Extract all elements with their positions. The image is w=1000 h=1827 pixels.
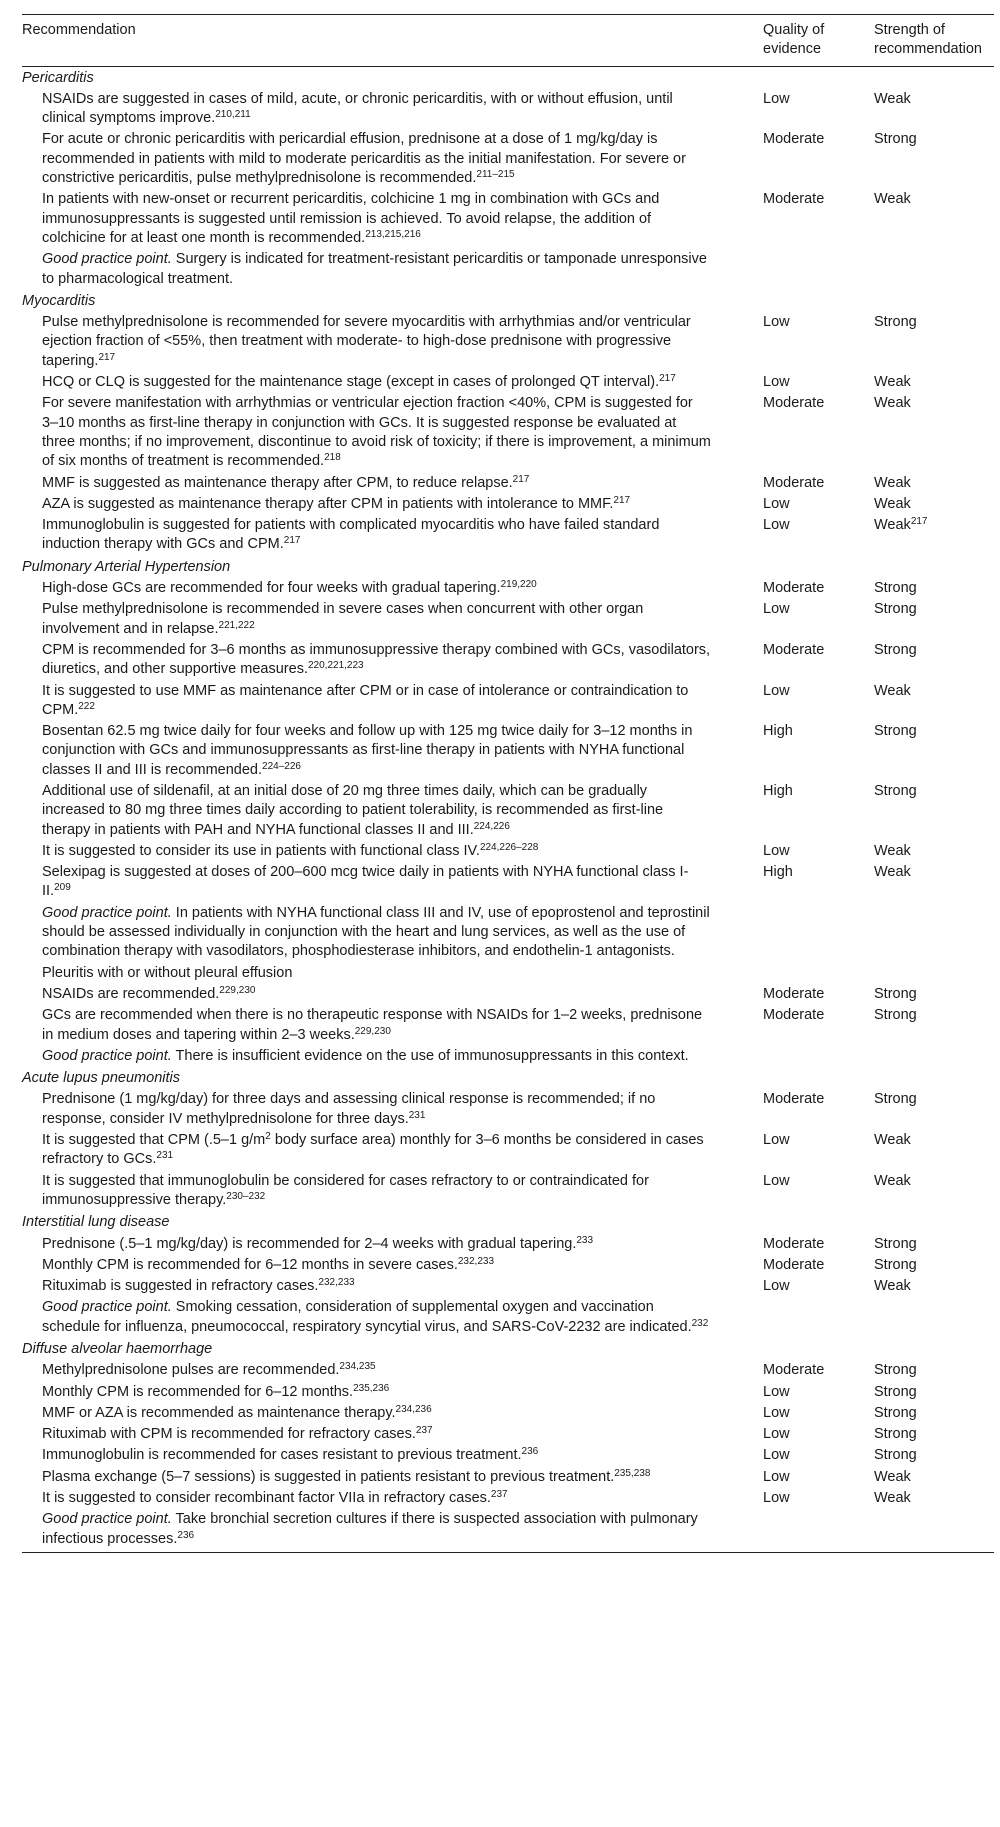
quality-of-evidence: Moderate: [763, 191, 825, 208]
strength-value: Strong: [874, 641, 917, 658]
recommendation-text: [22, 1424, 746, 1445]
table-row: [22, 1382, 994, 1403]
recommendation-body: Monthly CPM is recommended for 6–12 months in severe cases.: [42, 1256, 458, 1273]
reference-superscript: 224–226: [262, 760, 301, 772]
quality-of-evidence: Moderate: [763, 580, 825, 597]
recommendation-text: [22, 1171, 746, 1212]
strength-of-recommendation: [857, 578, 994, 599]
table-row: [22, 494, 994, 515]
recommendation-body: High-dose GCs are recommended for four weeks with gradual tapering.: [42, 580, 501, 597]
header-strength-of-recommendation: Strength of recommendation: [874, 22, 982, 58]
recommendation-text: [22, 841, 746, 862]
recommendation-body: Immunoglobulin is recommended for cases resistant to previous treatment.: [42, 1447, 522, 1464]
table-row: [22, 578, 994, 599]
strength-value: Weak: [874, 191, 911, 208]
recommendation-text: [22, 1234, 746, 1255]
strength-value: Weak: [874, 682, 911, 699]
section-row: [22, 290, 994, 312]
reference-superscript: 229,230: [354, 1025, 391, 1037]
strength-value: Weak: [874, 517, 911, 534]
quality-of-evidence: Low: [763, 517, 790, 534]
quality-of-evidence: High: [763, 723, 793, 740]
strength-of-recommendation: [857, 1424, 994, 1445]
recommendations-table-container: [22, 14, 994, 1814]
reference-superscript: 235,236: [353, 1382, 390, 1394]
strength-value: Strong: [874, 314, 917, 331]
table-row: [22, 473, 994, 494]
quality-of-evidence: High: [763, 782, 793, 799]
recommendation-text: [22, 1276, 746, 1297]
quality-of-evidence: Moderate: [763, 1235, 825, 1252]
table-row: [22, 312, 994, 372]
recommendation-body: MMF is suggested as maintenance therapy after CPM, to reduce relapse.: [42, 474, 513, 491]
reference-superscript: 232,233: [457, 1255, 495, 1267]
reference-superscript: 224,226–228: [479, 841, 539, 853]
strength-value: Strong: [874, 1362, 917, 1379]
quality-of-evidence: Low: [763, 495, 790, 512]
strength-of-recommendation: [857, 721, 994, 781]
section-row: [22, 1211, 994, 1233]
recommendation-body: AZA is suggested as maintenance therapy after CPM in patients with intolerance to MMF.: [42, 495, 614, 512]
quality-of-evidence: Low: [763, 1426, 790, 1443]
reference-superscript: 232: [691, 1317, 709, 1329]
header-recommendation: Recommendation: [22, 22, 136, 38]
strength-cell: [857, 903, 994, 963]
recommendation-body: Prednisone (.5–1 mg/kg/day) is recommended for 2–4 weeks with gradual tapering.: [42, 1235, 577, 1252]
strength-value: Strong: [874, 1383, 917, 1400]
good-practice-point: [22, 903, 746, 963]
table-row: [22, 1509, 994, 1552]
quality-cell: [746, 1509, 857, 1552]
recommendation-body: It is suggested that CPM (.5–1 g/m: [42, 1132, 266, 1149]
reference-superscript: 231: [408, 1109, 426, 1121]
recommendation-text: [22, 129, 746, 189]
recommendation-body: Plasma exchange (5–7 sessions) is suggested in patients resistant to previous treatment.: [42, 1468, 615, 1485]
strength-value: Strong: [874, 723, 917, 740]
recommendation-body: Pulse methylprednisolone is recommended for severe myocarditis with arrhythmias and/or ventricular ejection fraction of <55%, then treatment with moderate- to high-dose prednisone with progressive tapering.: [42, 314, 691, 369]
strength-of-recommendation: [857, 473, 994, 494]
strength-value: Weak: [874, 842, 911, 859]
recommendation-body: It is suggested to consider recombinant factor VIIa in refractory cases.: [42, 1490, 491, 1507]
good-practice-text: There is insufficient evidence on the use of immunosuppressants in this context.: [171, 1047, 689, 1064]
table-row: [22, 1360, 994, 1381]
quality-of-evidence: Moderate: [763, 1007, 825, 1024]
strength-of-recommendation: [857, 640, 994, 681]
reference-superscript: 237: [415, 1425, 433, 1437]
strength-value: Weak: [874, 90, 911, 107]
recommendation-text: [22, 1467, 746, 1488]
table-row: [22, 1424, 994, 1445]
quality-of-evidence: Moderate: [763, 985, 825, 1002]
recommendation-body: Immunoglobulin is suggested for patients with complicated myocarditis who have failed standard induction therapy with GCs and CPM.: [42, 517, 660, 553]
reference-superscript: 222: [78, 700, 95, 712]
good-practice-label: Good practice point.: [42, 904, 172, 921]
quality-of-evidence: Moderate: [763, 395, 825, 412]
recommendation-body: Selexipag is suggested at doses of 200–600 mcg twice daily in patients with NYHA functional class I-II.: [42, 864, 689, 900]
quality-of-evidence: Low: [763, 1468, 790, 1485]
section-row: [22, 556, 994, 578]
strength-value: Weak: [874, 1490, 911, 1507]
strength-value: Weak: [874, 1172, 911, 1189]
reference-superscript: 209: [54, 882, 71, 894]
good-practice-label: Good practice point.: [42, 1299, 172, 1316]
strength-value: Weak: [874, 395, 911, 412]
strength-of-recommendation: [857, 1089, 994, 1130]
recommendation-text: [22, 721, 746, 781]
recommendation-body: Rituximab is suggested in refractory cases.: [42, 1278, 319, 1295]
strength-value: Weak: [874, 495, 911, 512]
table-row: [22, 1255, 994, 1276]
strength-value: Weak: [874, 1468, 911, 1485]
recommendation-body: For acute or chronic pericarditis with pericardial effusion, prednisone at a dose of 1 mg/kg/day is recommended in patients with mild to moderate pericarditis as the initial manifestation. For severe or constrictive pericarditis, pulse methylprednisolone is recommended.: [42, 131, 686, 187]
quality-of-evidence: Low: [763, 1383, 790, 1400]
section-heading: Myocarditis: [22, 292, 96, 309]
unit-superscript: 2: [265, 1131, 271, 1143]
recommendation-text: [22, 1130, 746, 1171]
recommendation-text: [22, 984, 746, 1005]
strength-value: Strong: [874, 1426, 917, 1443]
recommendation-body: It is suggested that immunoglobulin be considered for cases refractory to or contraindicated for immunosuppressive therapy.: [42, 1172, 649, 1208]
reference-superscript: 218: [324, 452, 341, 464]
strength-of-recommendation: [857, 1276, 994, 1297]
table-row: [22, 640, 994, 681]
table-row: [22, 1276, 994, 1297]
section-heading: Pulmonary Arterial Hypertension: [22, 558, 231, 575]
good-practice-text: Smoking cessation, consideration of supplemental oxygen and vaccination schedule for influenza, pneumococcal, respiratory syncytial virus, and SARS-CoV-2232 are indicated.: [42, 1299, 692, 1335]
recommendation-text: [22, 681, 746, 722]
strength-of-recommendation: [857, 1171, 994, 1212]
reference-superscript: 232,233: [318, 1277, 355, 1289]
strength-of-recommendation: [857, 599, 994, 640]
table-row: [22, 1130, 994, 1171]
strength-cell: [857, 249, 994, 290]
recommendation-body: Additional use of sildenafil, at an initial dose of 20 mg three times daily, which can be gradually increased to 80 mg three times daily according to patient tolerability, is recommended as first-line therapy in patients with PAH and NYHA functional classes II and III.: [42, 782, 664, 838]
strength-of-recommendation: [857, 129, 994, 189]
strength-value: Strong: [874, 601, 917, 618]
good-practice-text: Surgery is indicated for treatment-resistant pericarditis or tamponade unresponsive to pharmacological treatment.: [42, 251, 707, 287]
recommendation-body: It is suggested to consider its use in patients with functional class IV.: [42, 842, 480, 859]
section-row: [22, 1338, 994, 1360]
strength-value: Weak: [874, 374, 911, 391]
strength-of-recommendation: [857, 312, 994, 372]
table-row: [22, 189, 994, 249]
recommendation-body: Prednisone (1 mg/kg/day) for three days and assessing clinical response is recommended; if no response, consider IV methylprednisolone for three days.: [42, 1091, 656, 1127]
recommendations-table: [22, 14, 994, 1553]
good-practice-text: Take bronchial secretion cultures if there is suspected association with pulmonary infectious processes.: [42, 1511, 698, 1547]
reference-superscript: 230–232: [226, 1190, 266, 1202]
quality-of-evidence: Low: [763, 1278, 790, 1295]
strength-value: Strong: [874, 580, 917, 597]
strength-cell: [857, 1509, 994, 1552]
section-heading: Pericarditis: [22, 69, 94, 86]
strength-of-recommendation: [857, 89, 994, 130]
table-row: [22, 781, 994, 841]
strength-value: Strong: [874, 1007, 917, 1024]
recommendation-text: [22, 312, 746, 372]
reference-superscript: 231: [156, 1150, 174, 1162]
recommendation-text: [22, 89, 746, 130]
recommendation-text: [22, 862, 746, 903]
good-practice-label: Good practice point.: [42, 1511, 172, 1528]
strength-of-recommendation: [857, 1467, 994, 1488]
strength-of-recommendation: [857, 1005, 994, 1046]
recommendation-text: [22, 189, 746, 249]
reference-superscript: 236: [177, 1529, 195, 1541]
recommendation-text: [22, 1445, 746, 1466]
strength-of-recommendation: [857, 494, 994, 515]
recommendation-body: NSAIDs are suggested in cases of mild, acute, or chronic pericarditis, with or without effusion, until clinical symptoms improve.: [42, 90, 673, 127]
table-row: [22, 599, 994, 640]
recommendation-body: In patients with new-onset or recurrent pericarditis, colchicine 1 mg in combination with GCs and immunosuppressants is suggested until remission is achieved. To avoid relapse, the addition of colchicine for at least one month is recommended.: [42, 191, 660, 246]
strength-of-recommendation: [857, 189, 994, 249]
strength-of-recommendation: [857, 515, 994, 556]
recommendation-body: HCQ or CLQ is suggested for the maintenance stage (except in cases of prolonged QT interval).: [42, 374, 660, 391]
quality-cell: [746, 249, 857, 290]
recommendation-text: [22, 1488, 746, 1509]
recommendation-body: CPM is recommended for 3–6 months as immunosuppressive therapy combined with GCs, vasodilators, diuretics, and other supportive measures.: [42, 641, 711, 678]
table-row: [22, 1403, 994, 1424]
table-row: [22, 1467, 994, 1488]
reference-superscript: 217: [659, 373, 676, 385]
strength-of-recommendation: [857, 393, 994, 472]
reference-superscript: 234,236: [395, 1403, 432, 1415]
table-row: [22, 393, 994, 472]
recommendation-text: [22, 1089, 746, 1130]
table-row: [22, 1234, 994, 1255]
recommendation-body-cont: body surface area) monthly for 3–6 months be considered in cases refractory to GCs.: [42, 1132, 704, 1168]
strength-of-recommendation: [857, 862, 994, 903]
strength-value: Strong: [874, 131, 917, 148]
reference-superscript: 213,215,216: [365, 228, 421, 240]
table-row: [22, 1171, 994, 1212]
strength-cell: [857, 1046, 994, 1067]
quality-cell: [746, 903, 857, 963]
strength-of-recommendation: [857, 1360, 994, 1381]
strength-value: Strong: [874, 1447, 917, 1464]
good-practice-point: [22, 249, 746, 290]
table-header: [22, 15, 994, 67]
strength-value: Strong: [874, 1091, 917, 1108]
good-practice-point: [22, 1297, 746, 1338]
recommendation-text: [22, 372, 746, 393]
good-practice-label: Good practice point.: [42, 251, 172, 268]
strength-cell: [857, 1297, 994, 1338]
reference-superscript: 224,226: [473, 820, 510, 832]
reference-superscript: 219,220: [500, 579, 537, 591]
strength-value: Strong: [874, 1404, 917, 1421]
quality-of-evidence: Low: [763, 682, 790, 699]
quality-of-evidence: Moderate: [763, 1091, 825, 1108]
quality-of-evidence: Low: [763, 314, 790, 331]
section-heading: Diffuse alveolar haemorrhage: [22, 1341, 213, 1357]
recommendation-body: MMF or AZA is recommended as maintenance therapy.: [42, 1404, 396, 1421]
good-practice-point: [22, 1509, 746, 1552]
strength-value: Weak: [874, 864, 911, 881]
table-row: [22, 1445, 994, 1466]
reference-superscript: 217: [910, 516, 928, 528]
reference-superscript: 217: [613, 494, 631, 506]
table-row: [22, 721, 994, 781]
section-heading: Acute lupus pneumonitis: [22, 1070, 180, 1087]
quality-of-evidence: Low: [763, 90, 790, 107]
header-quality-of-evidence: Quality of evidence: [763, 22, 825, 58]
reference-superscript: 237: [490, 1489, 508, 1501]
recommendation-text: [22, 1360, 746, 1381]
quality-of-evidence: Low: [763, 1447, 790, 1464]
recommendation-body: Monthly CPM is recommended for 6–12 months.: [42, 1383, 354, 1400]
strength-value: Weak: [874, 474, 911, 491]
strength-value: Weak: [874, 1132, 911, 1149]
strength-of-recommendation: [857, 1382, 994, 1403]
table-row: [22, 963, 994, 984]
reference-superscript: 236: [521, 1446, 539, 1458]
quality-of-evidence: Low: [763, 601, 790, 618]
quality-of-evidence: Low: [763, 842, 790, 859]
recommendation-text: [22, 1382, 746, 1403]
recommendation-body: NSAIDs are recommended.: [42, 985, 220, 1002]
good-practice-point: [22, 1046, 746, 1067]
strength-of-recommendation: [857, 1445, 994, 1466]
strength-value: Strong: [874, 1235, 917, 1252]
strength-of-recommendation: [857, 372, 994, 393]
strength-of-recommendation: [857, 1234, 994, 1255]
recommendation-text: [22, 494, 746, 515]
quality-of-evidence: Low: [763, 374, 790, 391]
recommendation-body: Methylprednisolone pulses are recommended.: [42, 1362, 340, 1379]
recommendation-text: [22, 1403, 746, 1424]
recommendation-text: [22, 640, 746, 681]
quality-of-evidence: Low: [763, 1132, 790, 1149]
strength-of-recommendation: [857, 1488, 994, 1509]
reference-superscript: 217: [283, 535, 301, 547]
table-body: [22, 66, 994, 1552]
reference-superscript: 221,222: [218, 619, 255, 631]
table-row: [22, 841, 994, 862]
quality-cell: [746, 1297, 857, 1338]
table-row: [22, 903, 994, 963]
recommendation-text: [22, 473, 746, 494]
recommendation-text: [22, 393, 746, 472]
section-row: [22, 66, 994, 89]
table-row: [22, 515, 994, 556]
recommendation-text: [22, 1255, 746, 1276]
table-row: [22, 1488, 994, 1509]
quality-of-evidence: Low: [763, 1404, 790, 1421]
good-practice-label: Good practice point.: [42, 1047, 172, 1064]
table-row: [22, 89, 994, 130]
recommendation-body: GCs are recommended when there is no therapeutic response with NSAIDs for 1–2 weeks, prednisone in medium doses and tapering within 2–3 weeks.: [42, 1007, 703, 1043]
good-practice-text: In patients with NYHA functional class III and IV, use of epoprostenol and teprostinil should be assessed individually in conjunction with the heart and lung services, as well as the use of combination therapy with vasodilators, phosphodiesterase inhibitors, and endothelin-1 antagonists.: [42, 904, 710, 960]
quality-cell: [746, 1046, 857, 1067]
reference-superscript: 217: [98, 351, 116, 363]
table-row: [22, 129, 994, 189]
quality-of-evidence: High: [763, 864, 793, 881]
reference-superscript: 220,221,223: [307, 660, 364, 672]
strength-of-recommendation: [857, 1403, 994, 1424]
recommendation-text: [22, 781, 746, 841]
recommendation-text: [22, 1005, 746, 1046]
recommendation-text: [22, 578, 746, 599]
strength-value: Strong: [874, 782, 917, 799]
table-row: [22, 1005, 994, 1046]
subheading: Pleuritis with or without pleural effusion: [42, 964, 293, 981]
table-row: [22, 681, 994, 722]
strength-of-recommendation: [857, 984, 994, 1005]
quality-of-evidence: Moderate: [763, 131, 825, 148]
strength-of-recommendation: [857, 1130, 994, 1171]
strength-of-recommendation: [857, 841, 994, 862]
table-row: [22, 1297, 994, 1338]
table-row: [22, 984, 994, 1005]
quality-of-evidence: Moderate: [763, 641, 825, 658]
reference-superscript: 229,230: [219, 984, 256, 996]
recommendation-body: Bosentan 62.5 mg twice daily for four weeks and follow up with 125 mg twice daily for 3–12 months in conjunction with GCs and immunosuppressants as first-line therapy in patients with NYHA functional classes II and III is recommended.: [42, 723, 693, 778]
strength-of-recommendation: [857, 681, 994, 722]
reference-superscript: 234,235: [339, 1361, 376, 1373]
section-row: [22, 1067, 994, 1089]
recommendation-body: For severe manifestation with arrhythmias or ventricular ejection fraction <40%, CPM is suggested for 3–10 months as first-line therapy in conjunction with GCs. It is suggested response be evaluated at three months; if no improvement, discontinue to avoid risk of toxicity; if there is improvement, a minimum of six months of treatment is recommended.: [42, 395, 711, 470]
recommendation-text: [22, 515, 746, 556]
strength-of-recommendation: [857, 781, 994, 841]
strength-value: Weak: [874, 1278, 911, 1295]
recommendation-body: It is suggested to use MMF as maintenance after CPM or in case of intolerance or contraindication to CPM.: [42, 682, 689, 718]
reference-superscript: 233: [576, 1234, 594, 1246]
section-heading: Interstitial lung disease: [22, 1214, 170, 1231]
quality-of-evidence: Moderate: [763, 474, 825, 491]
table-row: [22, 862, 994, 903]
table-row: [22, 1089, 994, 1130]
strength-of-recommendation: [857, 1255, 994, 1276]
table-row: [22, 372, 994, 393]
table-row: [22, 1046, 994, 1067]
quality-of-evidence: Moderate: [763, 1362, 825, 1379]
strength-value: Strong: [874, 985, 917, 1002]
recommendation-body: Pulse methylprednisolone is recommended in severe cases when concurrent with other organ involvement and in relapse.: [42, 601, 644, 637]
reference-superscript: 211–215: [476, 169, 515, 181]
recommendation-text: [22, 599, 746, 640]
reference-superscript: 217: [512, 473, 530, 485]
strength-value: Strong: [874, 1256, 917, 1273]
quality-of-evidence: Low: [763, 1490, 790, 1507]
quality-of-evidence: Moderate: [763, 1256, 825, 1273]
reference-superscript: 210,211: [215, 109, 251, 121]
quality-of-evidence: Low: [763, 1172, 790, 1189]
table-row: [22, 249, 994, 290]
reference-superscript: 235,238: [614, 1467, 651, 1479]
recommendation-body: Rituximab with CPM is recommended for refractory cases.: [42, 1426, 416, 1443]
